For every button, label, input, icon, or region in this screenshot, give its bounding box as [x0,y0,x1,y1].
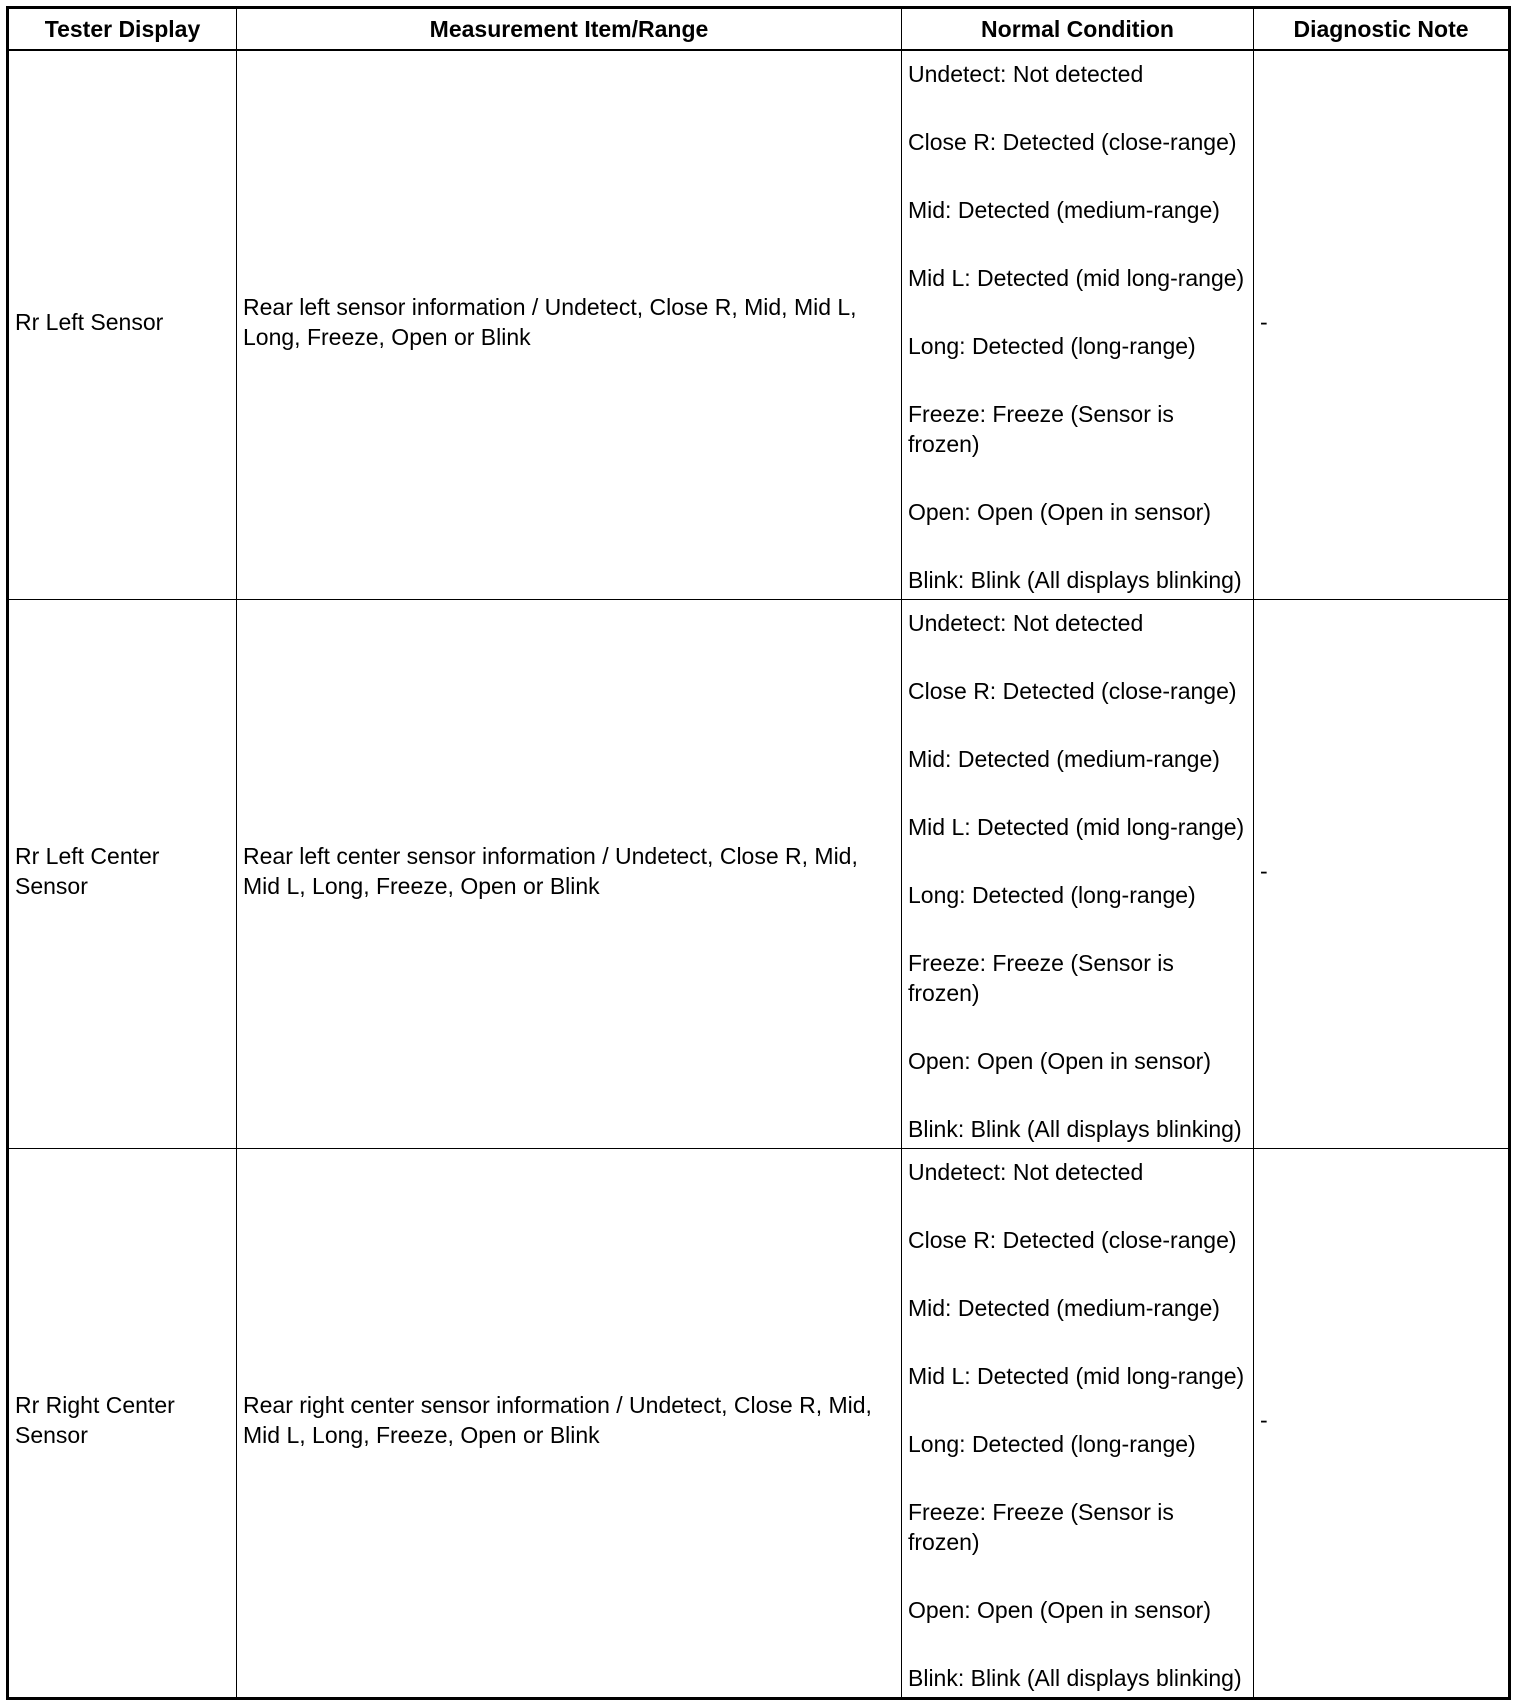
condition-item: Long: Detected (long-range) [908,1431,1196,1457]
condition-item: Mid L: Detected (mid long-range) [908,814,1245,840]
condition-list [908,1149,1249,1697]
condition-list [908,51,1249,599]
table-row [8,600,1510,1149]
condition-item: Blink: Blink (All displays blinking) [908,567,1242,593]
normal-condition-cell [902,50,1254,600]
diagnostic-note-cell: - [1254,1149,1510,1699]
condition-item: Close R: Detected (close-range) [908,1227,1237,1253]
condition-item: Mid: Detected (medium-range) [908,1295,1220,1321]
normal-condition-cell [902,600,1254,1149]
condition-item: Blink: Blink (All displays blinking) [908,1116,1242,1142]
condition-item: Freeze: Freeze (Sensor is frozen) [908,401,1174,457]
header-normal-condition: Normal Condition [902,8,1254,51]
tester-display-cell: Rr Left Sensor [8,50,237,600]
condition-item: Undetect: Not detected [908,1159,1144,1185]
header-measurement-item: Measurement Item/Range [237,8,902,51]
header-diagnostic-note: Diagnostic Note [1254,8,1510,51]
condition-item: Mid L: Detected (mid long-range) [908,265,1245,291]
condition-item: Mid: Detected (medium-range) [908,746,1220,772]
condition-item: Undetect: Not detected [908,61,1144,87]
tester-display-cell: Rr Left Center Sensor [8,600,237,1149]
condition-item: Long: Detected (long-range) [908,333,1196,359]
condition-item: Freeze: Freeze (Sensor is frozen) [908,950,1174,1006]
normal-condition-cell [902,1149,1254,1699]
condition-item: Open: Open (Open in sensor) [908,499,1211,525]
tester-display-cell: Rr Right Center Sensor [8,1149,237,1699]
table-row [8,1149,1510,1699]
data-list-table [6,6,1511,1700]
condition-item: Close R: Detected (close-range) [908,678,1237,704]
condition-item: Blink: Blink (All displays blinking) [908,1665,1242,1691]
condition-item: Undetect: Not detected [908,610,1144,636]
measurement-cell: Rear right center sensor information / Undetect, Close R, Mid, Mid L, Long, Freeze, Open or Blink [237,1149,902,1699]
measurement-cell: Rear left center sensor information / Undetect, Close R, Mid, Mid L, Long, Freeze, Open or Blink [237,600,902,1149]
condition-list [908,600,1249,1148]
condition-item: Open: Open (Open in sensor) [908,1597,1211,1623]
diagnostic-note-cell: - [1254,50,1510,600]
condition-item: Mid: Detected (medium-range) [908,197,1220,223]
diagnostic-note-cell: - [1254,600,1510,1149]
condition-item: Mid L: Detected (mid long-range) [908,1363,1245,1389]
condition-item: Open: Open (Open in sensor) [908,1048,1211,1074]
measurement-cell: Rear left sensor information / Undetect, Close R, Mid, Mid L, Long, Freeze, Open or Blink [237,50,902,600]
condition-item: Close R: Detected (close-range) [908,129,1237,155]
condition-item: Freeze: Freeze (Sensor is frozen) [908,1499,1174,1555]
header-tester-display: Tester Display [8,8,237,51]
header-row [8,8,1510,51]
condition-item: Long: Detected (long-range) [908,882,1196,908]
table-row [8,50,1510,600]
